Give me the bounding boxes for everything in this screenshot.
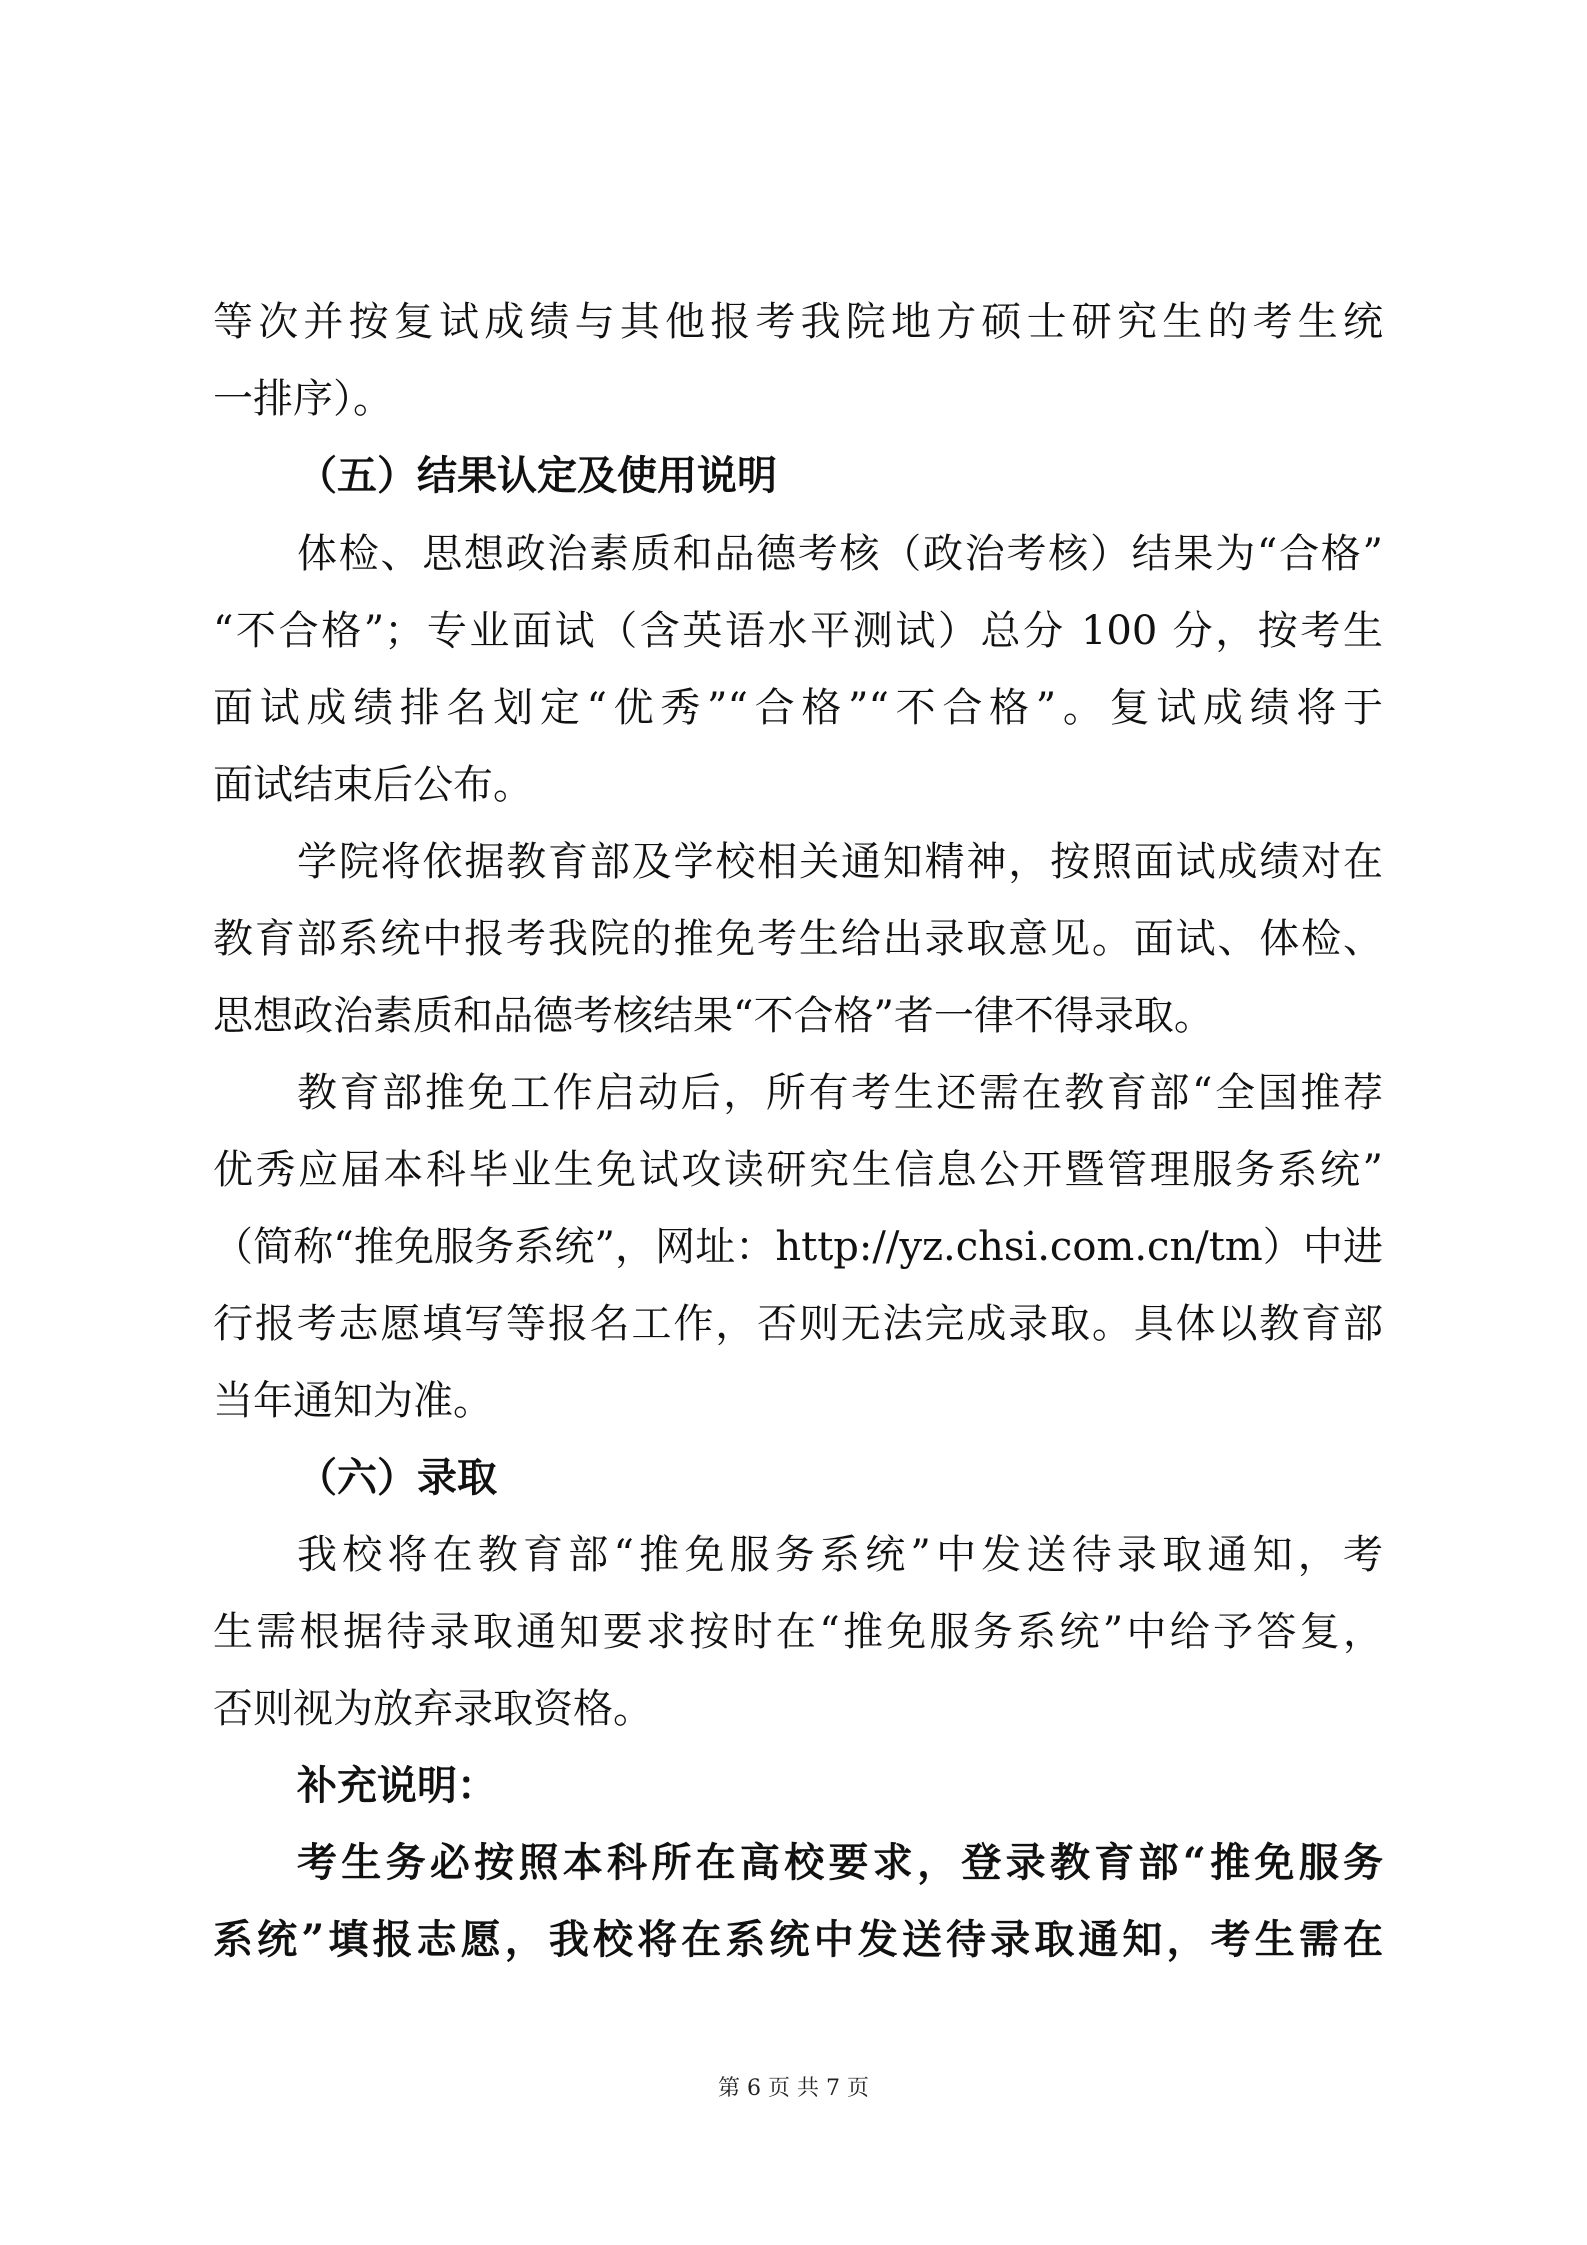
paragraph-line: 系统”填报志愿，我校将在系统中发送待录取通知，考生需在 [213, 1916, 1383, 1963]
paragraph-line: （简称“推免服务系统”，网址：http://yz.chsi.com.cn/tm）中进 [213, 1224, 1383, 1270]
section-heading: （六）录取 [297, 1454, 497, 1501]
supplement-heading: 补充说明： [297, 1762, 497, 1809]
paragraph-line: 思想政治素质和品德考核结果“不合格”者一律不得录取。 [213, 993, 1214, 1039]
paragraph-line: 等次并按复试成绩与其他报考我院地方硕士研究生的考生统 [213, 299, 1383, 345]
paragraph-line: 面试结束后公布。 [213, 762, 533, 808]
paragraph-line: 一排序）。 [213, 376, 393, 422]
paragraph-line: 面试成绩排名划定“优秀”“合格”“不合格”。复试成绩将于 [213, 685, 1383, 731]
paragraph-line: 行报考志愿填写等报名工作，否则无法完成录取。具体以教育部 [213, 1301, 1383, 1347]
paragraph-line: 考生务必按照本科所在高校要求，登录教育部“推免服务 [297, 1839, 1383, 1886]
paragraph-line: 优秀应届本科毕业生免试攻读研究生信息公开暨管理服务系统” [213, 1147, 1383, 1193]
section-heading: （五）结果认定及使用说明 [297, 452, 777, 499]
paragraph-line: 生需根据待录取通知要求按时在“推免服务系统”中给予答复， [213, 1609, 1383, 1655]
paragraph-line: “不合格”；专业面试（含英语水平测试）总分 100 分，按考生 [213, 608, 1383, 654]
paragraph-line: 否则视为放弃录取资格。 [213, 1686, 653, 1732]
paragraph-line: 我校将在教育部“推免服务系统”中发送待录取通知，考 [297, 1532, 1383, 1578]
paragraph-line: 学院将依据教育部及学校相关通知精神，按照面试成绩对在 [297, 839, 1383, 885]
paragraph-line: 当年通知为准。 [213, 1378, 493, 1424]
paragraph-line: 体检、思想政治素质和品德考核（政治考核）结果为“合格” [297, 531, 1383, 577]
paragraph-line: 教育部系统中报考我院的推免考生给出录取意见。面试、体检、 [213, 916, 1383, 962]
page-footer: 第 6 页 共 7 页 [718, 2076, 869, 2101]
paragraph-line: 教育部推免工作启动后，所有考生还需在教育部“全国推荐 [297, 1070, 1383, 1116]
